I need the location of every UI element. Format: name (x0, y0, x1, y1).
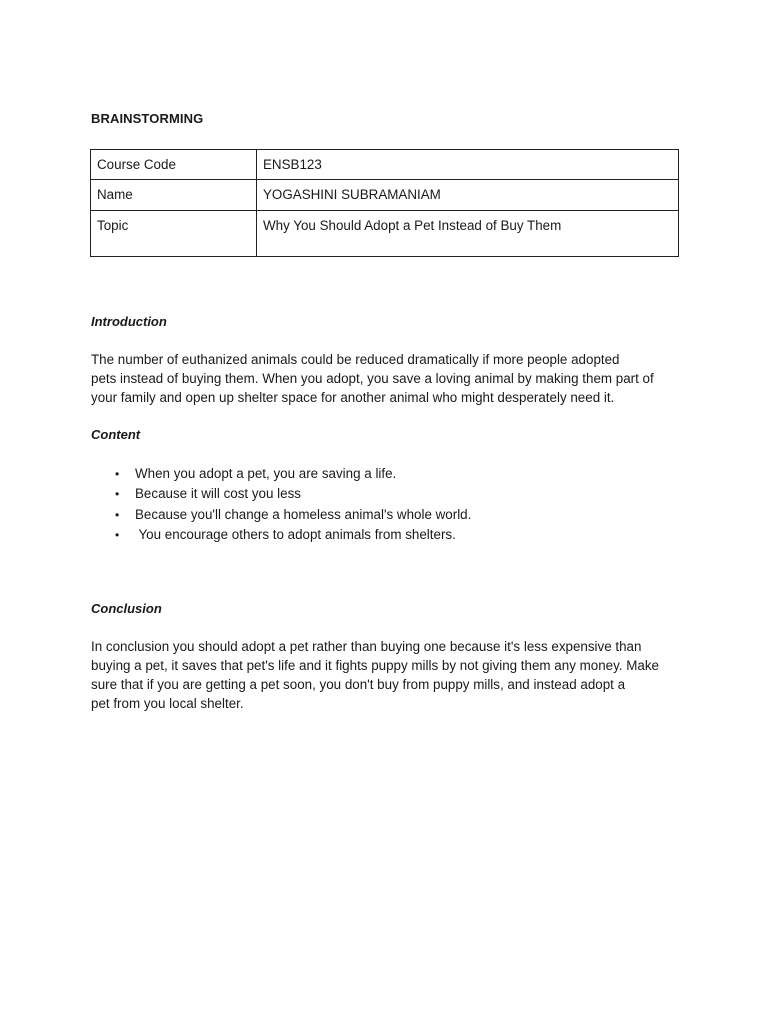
table-value-course-code: ENSB123 (257, 150, 679, 180)
introduction-line: your family and open up shelter space for another animal who might desperately need it. (91, 390, 615, 405)
info-table (90, 149, 679, 257)
list-item-text: When you adopt a pet, you are saving a life. (135, 466, 397, 481)
document-title: BRAINSTORMING (91, 111, 204, 126)
list-item (91, 505, 471, 525)
list-item-text: Because you'll change a homeless animal's whole world. (135, 506, 472, 522)
table-row (91, 211, 679, 257)
list-item (91, 525, 471, 545)
conclusion-line: buying a pet, it saves that pet's life and it fights puppy mills by not giving them any money. Make (91, 658, 659, 673)
conclusion-line: pet from you local shelter. (91, 696, 244, 711)
list-item-text: Because it will cost you less (135, 486, 301, 502)
introduction-line: The number of euthanized animals could be reduced dramatically if more people adopted (91, 352, 620, 367)
table-label-name: Name (91, 180, 257, 211)
table-value-name: YOGASHINI SUBRAMANIAM (257, 180, 679, 211)
introduction-paragraph (91, 350, 691, 407)
introduction-heading: Introduction (91, 314, 167, 329)
introduction-line: pets instead of buying them. When you adopt, you save a loving animal by making them part of (91, 371, 654, 386)
table-row (91, 150, 679, 180)
bullet-icon: • (115, 467, 120, 481)
list-item (91, 464, 471, 484)
table-row (91, 180, 679, 211)
table-label-course-code: Course Code (91, 150, 257, 180)
conclusion-line: In conclusion you should adopt a pet rather than buying one because it's less expensive than (91, 639, 642, 654)
conclusion-paragraph (91, 637, 691, 713)
content-bullet-list (91, 464, 471, 545)
content-heading: Content (91, 427, 141, 442)
bullet-icon: • (115, 487, 120, 502)
table-label-topic: Topic (91, 211, 257, 257)
list-item (91, 484, 471, 504)
bullet-icon: • (115, 507, 120, 522)
conclusion-line: sure that if you are getting a pet soon, you don't buy from puppy mills, and instead adopt a (91, 677, 626, 692)
conclusion-heading: Conclusion (91, 601, 162, 616)
list-item-text: You encourage others to adopt animals from shelters. (135, 526, 456, 542)
bullet-icon: • (115, 527, 120, 542)
table-value-topic: Why You Should Adopt a Pet Instead of Buy Them (257, 211, 679, 257)
